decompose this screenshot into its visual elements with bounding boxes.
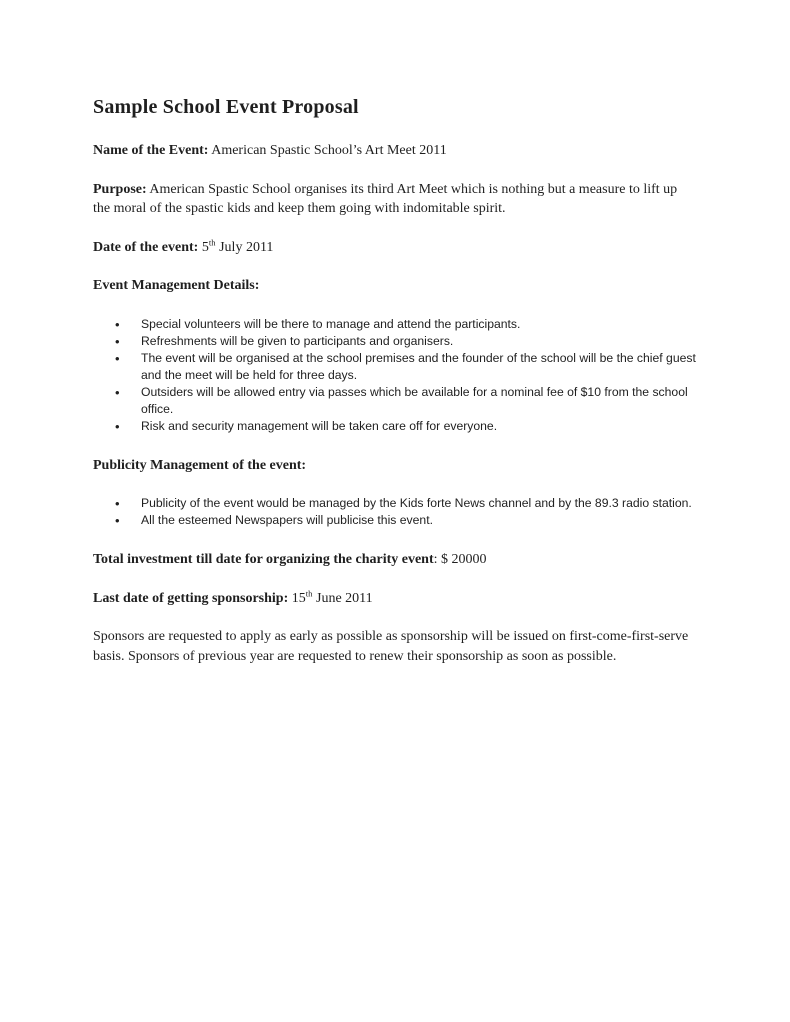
total-investment-value: $ 20000 [441, 552, 487, 567]
list-item: • Outsiders will be allowed entry via passes which be available for a nominal fee of $10 from the school office. [115, 384, 697, 418]
document-title: Sample School Event Proposal [93, 96, 359, 118]
event-management-heading: Event Management Details: [93, 278, 260, 293]
sponsorship-deadline-label: Last date of getting sponsorship: [93, 590, 289, 606]
sponsorship-deadline-day: 15 [288, 590, 306, 606]
list-item: • All the esteemed Newspapers will publicise this event. [115, 512, 697, 529]
sponsorship-deadline-rest: June 2011 [312, 590, 373, 606]
event-date-label: Date of the event: [93, 239, 199, 255]
sponsorship-deadline-ordinal: th [305, 587, 313, 598]
list-item: • Risk and security management will be taken care off for everyone. [115, 418, 697, 435]
purpose-value: American Spastic School organises its third Art Meet which is nothing but a measure to lift up the moral of the spastic kids and keep them going with indomitable spirit. [93, 181, 678, 216]
sponsorship-deadline-line [93, 589, 697, 609]
publicity-heading: Publicity Management of the event: [93, 457, 307, 473]
purpose-label: Purpose: [93, 181, 147, 197]
publicity-list [93, 495, 697, 529]
total-investment-separator: : [433, 552, 442, 567]
total-investment-line [93, 550, 697, 570]
list-item: • Publicity of the event would be managed by the Kids forte News channel and by the 89.3 radio station. [115, 495, 697, 512]
event-date-line [93, 238, 697, 258]
name-of-event-value: American Spastic School’s Art Meet 2011 [208, 143, 447, 158]
name-of-event-line [93, 141, 697, 161]
list-item: • Special volunteers will be there to manage and attend the participants. [115, 316, 697, 333]
total-investment-label: Total investment till date for organizing the charity event [93, 552, 434, 567]
event-date-ordinal: th [208, 236, 216, 247]
event-management-list [93, 316, 697, 435]
name-of-event-label: Name of the Event: [93, 143, 209, 158]
list-item: • Refreshments will be given to participants and organisers. [115, 333, 697, 350]
list-item: • The event will be organised at the school premises and the founder of the school will be the chief guest and the meet will be held for three days. [115, 350, 697, 384]
purpose-paragraph [93, 180, 697, 219]
closing-paragraph: Sponsors are requested to apply as early as possible as sponsorship will be issued on first-come-first-serve basis. Sponsors of previous year are requested to renew their sponsorship as soon as possible. [93, 629, 689, 664]
event-date-rest: July 2011 [215, 239, 274, 255]
event-date-day: 5 [198, 239, 209, 255]
